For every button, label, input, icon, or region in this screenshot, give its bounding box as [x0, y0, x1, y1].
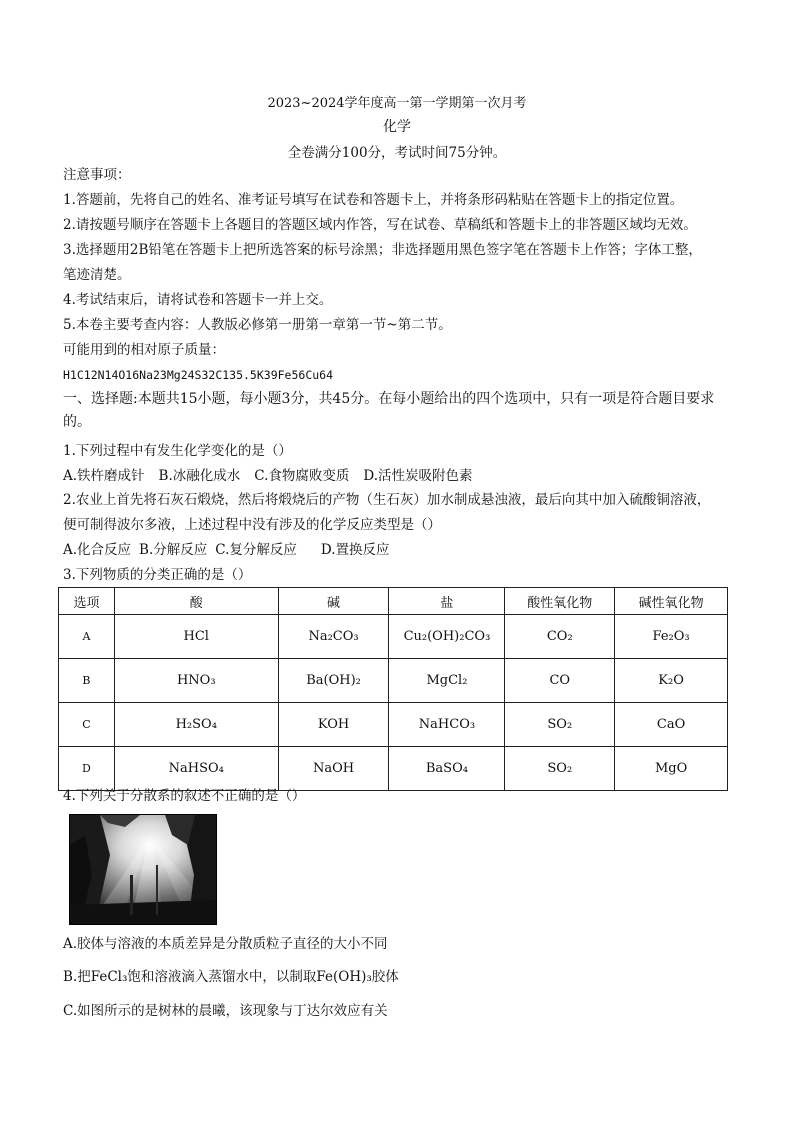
cell-basic-oxide: K₂O — [615, 659, 728, 703]
q3-stem: 3.下列物质的分类正确的是（） — [63, 567, 252, 583]
cell-base: KOH — [278, 703, 389, 747]
q1-option-d: D.活性炭吸附色素 — [363, 468, 473, 484]
row-label: A — [59, 615, 115, 659]
q2-option-b: B.分解反应 — [139, 542, 208, 558]
exam-title: 2023~2024学年度高一第一学期第一次月考 — [267, 96, 527, 111]
cell-acidic-oxide: SO₂ — [505, 703, 615, 747]
q2-stem-cont: 便可制得波尔多液，上述过程中没有涉及的化学反应类型是（） — [63, 517, 441, 533]
q2-option-c: C.复分解反应 — [215, 542, 297, 558]
header-base: 碱 — [278, 588, 389, 615]
cell-acid: HNO₃ — [114, 659, 278, 703]
note-item: 2.请按题号顺序在答题卡上各题目的答题区域内作答，写在试卷、草稿纸和答题卡上的非答题区域均无效。 — [63, 217, 697, 233]
cell-acid: H₂SO₄ — [114, 703, 278, 747]
q4-stem: 4.下列关于分散系的叙述不正确的是（） — [63, 788, 306, 804]
section-title: 一、选择题:本题共15小题，每小题3分，共45分。在每小题给出的四个选项中，只有一项是符合题目要求 — [63, 391, 715, 407]
header-basic-oxide: 碱性氧化物 — [615, 588, 728, 615]
section-title-cont: 的。 — [63, 414, 91, 430]
cell-acidic-oxide: SO₂ — [505, 747, 615, 791]
q1-options — [63, 467, 487, 485]
q1-option-a: A.铁杵磨成针 — [63, 468, 145, 484]
cell-base: NaOH — [278, 747, 389, 791]
note-item: 1.答题前，先将自己的姓名、准考证号填写在试卷和答题卡上，并将条形码粘贴在答题卡上的指定位置。 — [63, 192, 684, 208]
cell-salt: Cu₂(OH)₂CO₃ — [389, 615, 505, 659]
subject-title: 化学 — [383, 119, 411, 135]
table-row — [59, 659, 728, 703]
cell-acidic-oxide: CO₂ — [505, 615, 615, 659]
notes-heading: 注意事项： — [63, 167, 131, 183]
classification-table — [58, 587, 728, 791]
cell-salt: BaSO₄ — [389, 747, 505, 791]
cell-basic-oxide: CaO — [615, 703, 728, 747]
header-salt: 盐 — [389, 588, 505, 615]
q2-option-d: D.置换反应 — [320, 542, 390, 558]
table-row — [59, 747, 728, 791]
q4-option-c: C.如图所示的是树林的晨曦，该现象与丁达尔效应有关 — [63, 1003, 388, 1019]
cell-acid: HCl — [114, 615, 278, 659]
forest-morning-photo — [69, 814, 217, 925]
row-label: D — [59, 747, 115, 791]
header-acid: 酸 — [114, 588, 278, 615]
row-label: B — [59, 659, 115, 703]
cell-basic-oxide: MgO — [615, 747, 728, 791]
q1-option-c: C.食物腐败变质 — [254, 468, 350, 484]
header-acidic-oxide: 酸性氧化物 — [505, 588, 615, 615]
q1-stem: 1.下列过程中有发生化学变化的是（） — [63, 443, 292, 459]
table-row — [59, 703, 728, 747]
note-item: 3.选择题用2B铅笔在答题卡上把所选答案的标号涂黑；非选择题用黑色签字笔在答题卡上作答；字体工整， — [63, 242, 702, 258]
table-row — [59, 615, 728, 659]
q2-option-a: A.化合反应 — [63, 542, 132, 558]
note-item: 笔迹清楚。 — [63, 267, 131, 283]
cell-acid: NaHSO₄ — [114, 747, 278, 791]
cell-salt: NaHCO₃ — [389, 703, 505, 747]
header-option: 选项 — [59, 588, 115, 615]
cell-acidic-oxide: CO — [505, 659, 615, 703]
note-item: 5.本卷主要考查内容：人教版必修第一册第一章第一节~第二节。 — [63, 317, 452, 333]
q2-stem: 2.农业上首先将石灰石煅烧，然后将煅烧后的产物（生石灰）加水制成悬浊液，最后向其中加入硫酸铜溶液， — [63, 492, 711, 508]
cell-base: Na₂CO₃ — [278, 615, 389, 659]
q2-options — [63, 541, 404, 559]
q1-option-b: B.冰融化成水 — [158, 468, 241, 484]
q4-option-b: B.把FeCl₃饱和溶液滴入蒸馏水中，以制取Fe(OH)₃胶体 — [63, 969, 399, 985]
atomic-heading: 可能用到的相对原子质量： — [63, 342, 225, 358]
q4-option-a: A.胶体与溶液的本质差异是分散质粒子直径的大小不同 — [63, 936, 388, 952]
row-label: C — [59, 703, 115, 747]
cell-salt: MgCl₂ — [389, 659, 505, 703]
exam-info: 全卷满分100分，考试时间75分钟。 — [287, 145, 507, 161]
cell-base: Ba(OH)₂ — [278, 659, 389, 703]
table-header-row — [59, 588, 728, 615]
note-item: 4.考试结束后，请将试卷和答题卡一并上交。 — [63, 292, 333, 308]
atomic-masses: H1C12N14O16Na23Mg24S32C135.5K39Fe56Cu64 — [63, 368, 334, 382]
cell-basic-oxide: Fe₂O₃ — [615, 615, 728, 659]
